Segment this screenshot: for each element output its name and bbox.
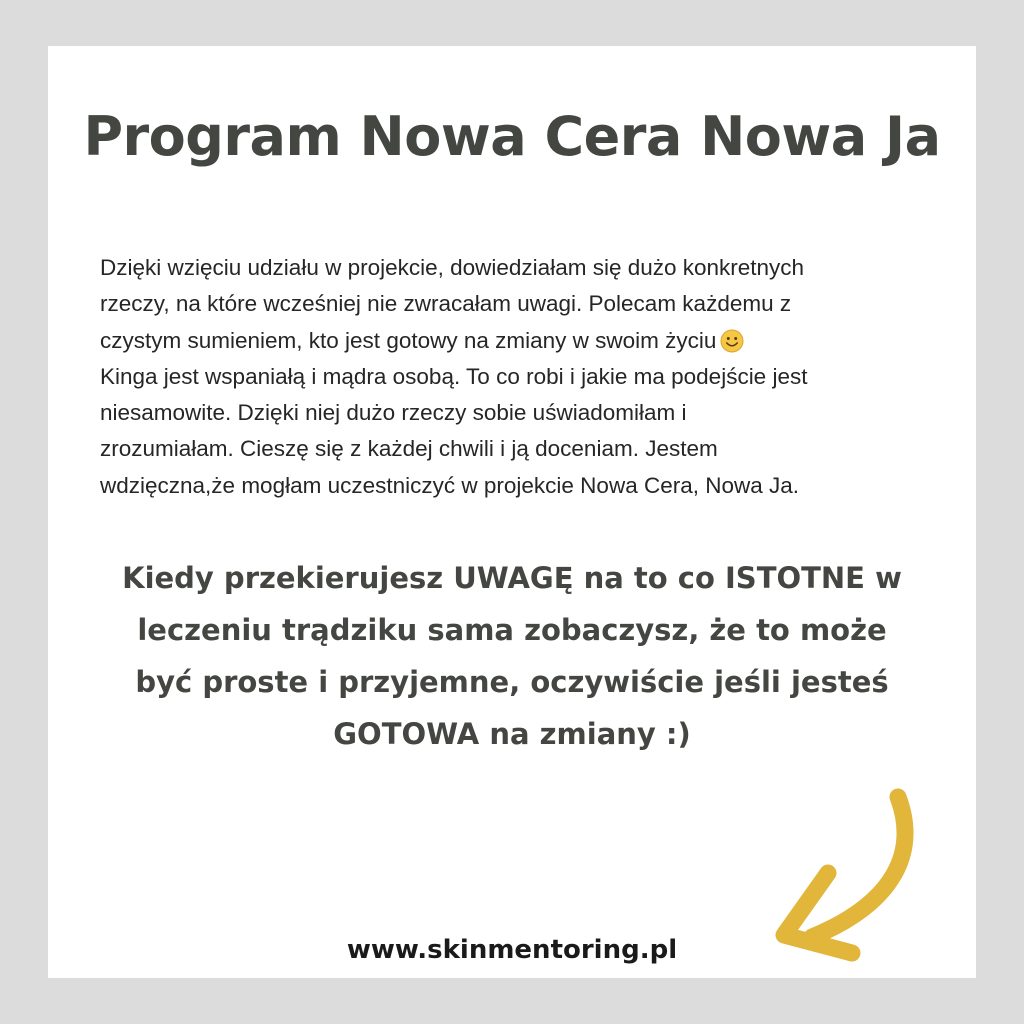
testimonial-line: czystym sumieniem, kto jest gotowy na zmiany w swoim życiu	[100, 327, 717, 353]
testimonial-line-with-emoji	[100, 323, 930, 359]
page-title: Program Nowa Cera Nowa Ja	[83, 105, 941, 168]
testimonial-line: wdzięczna,że mogłam uczestniczyć w projekcie Nowa Cera, Nowa Ja.	[100, 472, 800, 498]
testimonial-line: Kinga jest wspaniałą i mądra osobą. To co robi i jakie ma podejście jest	[100, 363, 808, 389]
testimonial-line: Dzięki wzięciu udziału w projekcie, dowiedziałam się dużo konkretnych	[100, 255, 805, 280]
testimonial-text	[100, 250, 930, 504]
testimonial-line: rzeczy, na które wcześniej nie zwracałam uwagi. Polecam każdemu z	[100, 291, 792, 317]
testimonial-line: zrozumiałam. Cieszę się z każdej chwili i ją doceniam. Jestem	[100, 436, 718, 462]
testimonial-line: niesamowite. Dzięki niej dużo rzeczy sobie uświadomiłam i	[100, 400, 687, 426]
message-line: leczeniu trądziku sama zobaczysz, że to może	[137, 613, 887, 647]
smiley-face-icon	[720, 329, 744, 353]
website-url[interactable]: www.skinmentoring.pl	[346, 935, 678, 965]
call-to-action-message	[40, 552, 984, 760]
message-line: Kiedy przekierujesz UWAGĘ na to co ISTOTNE w	[122, 561, 902, 595]
message-line: być proste i przyjemne, oczywiście jeśli jesteś	[135, 665, 889, 699]
message-line: GOTOWA na zmiany :)	[333, 717, 691, 751]
